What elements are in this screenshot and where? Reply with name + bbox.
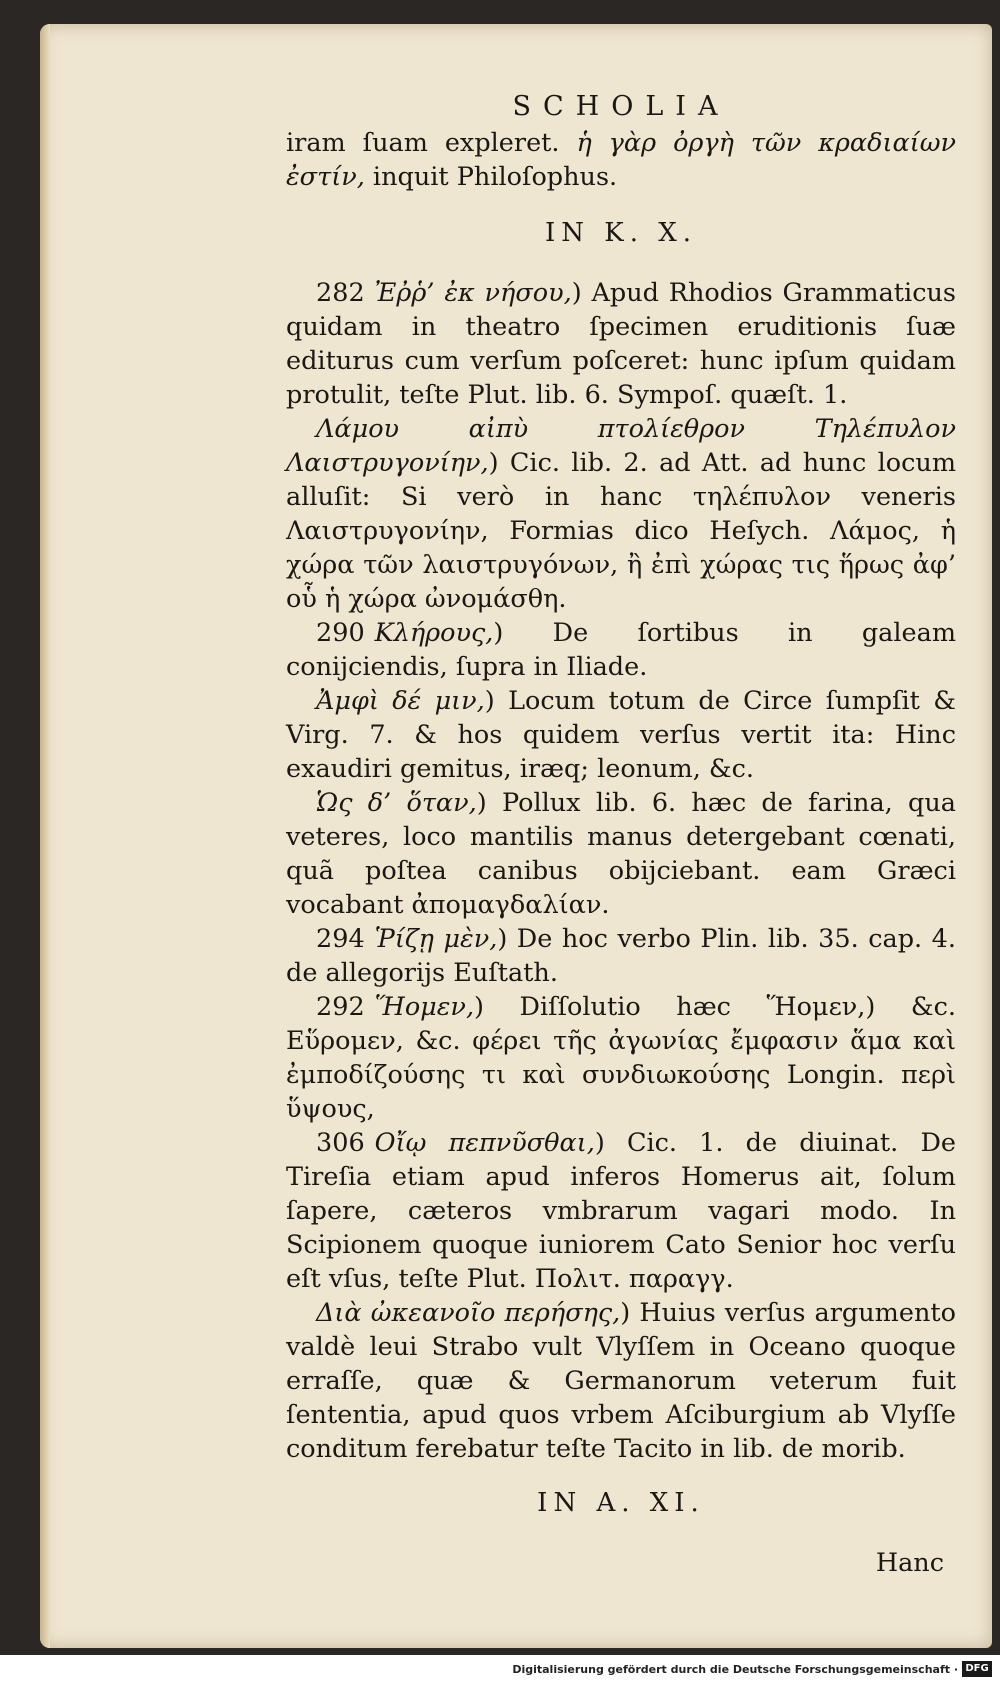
greek-lemma: Κλήρους, [374,618,494,648]
dfg-logo: DFG [962,1661,992,1677]
commentary-text: ) Huius verſus argumento valdè leui Strabo vult Vlyſſem in Oceano quoque erraſſe, quæ & Germanorum veterum fuit ſententia, apud quos vrbem Aſciburgium ab Vlyſſe conditum ferebatur teſte Tacito in lib. de morib. [286,1298,956,1464]
verse-number: 306 [316,1128,365,1158]
commentary-text: ) Cic. lib. 2. ad Att. ad hunc locum alluſit: Si verò in hanc τηλέπυλον veneris Λαιστρυγονίην, Formias dico Heſych. Λάμος, ἡ χώρα τῶν λαιστρυγόνων, ἢ ἐπὶ χώρας τις ἥρως ἀφ’ οὗ ἡ χώρα ὠνομάσθη. [286,448,956,614]
scholion-entry [286,684,956,786]
running-header: SCHOLIA [512,91,730,122]
greek-lemma: Διὰ ὠκεανοῖο περήσης, [316,1298,621,1328]
intro-text-end: inquit Philoſophus. [372,162,618,192]
greek-lemma: Ἐῤῥ’ ἐκ νήσου, [374,278,572,308]
scholion-entry [286,786,956,922]
verse-number: 294 [316,924,365,954]
greek-lemma: Οἴῳ πεπνῦσθαι, [374,1128,595,1158]
commentary-text: ) Apud Rhodios Grammaticus quidam in theatro ſpecimen eruditionis ſuæ editurus cum verſum poſceret: hunc ipſum quidam protulit, teſte Plut. lib. 6. Sympoſ. quæſt. 1. [286,278,956,410]
commentary-text: ) Cic. 1. de diuinat. De Tireſia etiam apud inferos Homerus ait, ſolum ſapere, cæteros vmbrarum vagari modo. In Scipionem quoque iuniorem Cato Senior hoc verſu eſt vſus, teſte Plut. Πολιτ. παραγγ. [286,1128,956,1294]
greek-lemma: Ἥομεν, [374,992,475,1022]
scholion-entry [286,1126,956,1296]
intro-greek: ἡ γὰρ ὀργὴ τῶν κραδιαίων ἐστίν, [286,128,957,192]
scholion-entry [286,412,956,616]
greek-lemma: Ὡς δ’ ὅταν, [316,788,477,818]
scholia-entries [286,276,956,1466]
intro-paragraph [286,126,956,194]
commentary-text: ) Pollux lib. 6. hæc de farina, qua veteres, loco mantilis manus detergebant cœnati, quã poſtea canibus obijciebant. eam Græci vocabant ἀπομαγδαλίαν. [286,788,956,920]
commentary-text: ) Diſſolutio hæc Ἥομεν,) &c. Εὕρομεν, &c. φέρει τῆς ἀγωνίας ἔμφασιν ἅμα καὶ ἐμποδίζούσης τι καὶ συνδιωκούσης Longin. περὶ ὕψους, [286,992,956,1124]
verse-number: 290 [316,618,365,648]
intro-text: iram ſuam expleret. [286,128,560,158]
scholion-entry [286,616,956,684]
scholion-entry [286,990,956,1126]
verse-number: 282 [316,278,365,308]
catchword: Hanc [875,1548,944,1578]
section-heading-k-x: IN K. X. [544,218,697,248]
funding-notice: Digitalisierung gefördert durch die Deutsche Forschungsgemeinschaft · [512,1663,958,1676]
page-gutter-edge [40,24,50,1648]
page-text-block [286,90,956,1580]
greek-lemma: Λάμου αἰπὺ πτολίεθρον Τηλέπυλον Λαιστρυγονίην, [286,414,956,478]
commentary-text: ) De hoc verbo Plin. lib. 35. cap. 4. de allegorijs Euſtath. [286,924,956,988]
scholion-entry [286,922,956,990]
scholion-entry [286,276,956,412]
scholion-entry [286,1296,956,1466]
section-heading-a-xi: IN A. XI. [537,1488,705,1518]
commentary-text: ) Locum totum de Circe ſumpſit & Virg. 7. & hos quidem verſus vertit ita: Hinc exaudiri gemitus, iræq; leonum, &c. [286,686,956,784]
greek-lemma: Ἀμφὶ δέ μιν, [316,686,485,716]
greek-lemma: Ῥίζῃ μὲν, [374,924,498,954]
verse-number: 292 [316,992,365,1022]
footer-bar [0,1655,1000,1687]
commentary-text: ) De ſortibus in galeam conijciendis, ſupra in Iliade. [286,618,956,682]
